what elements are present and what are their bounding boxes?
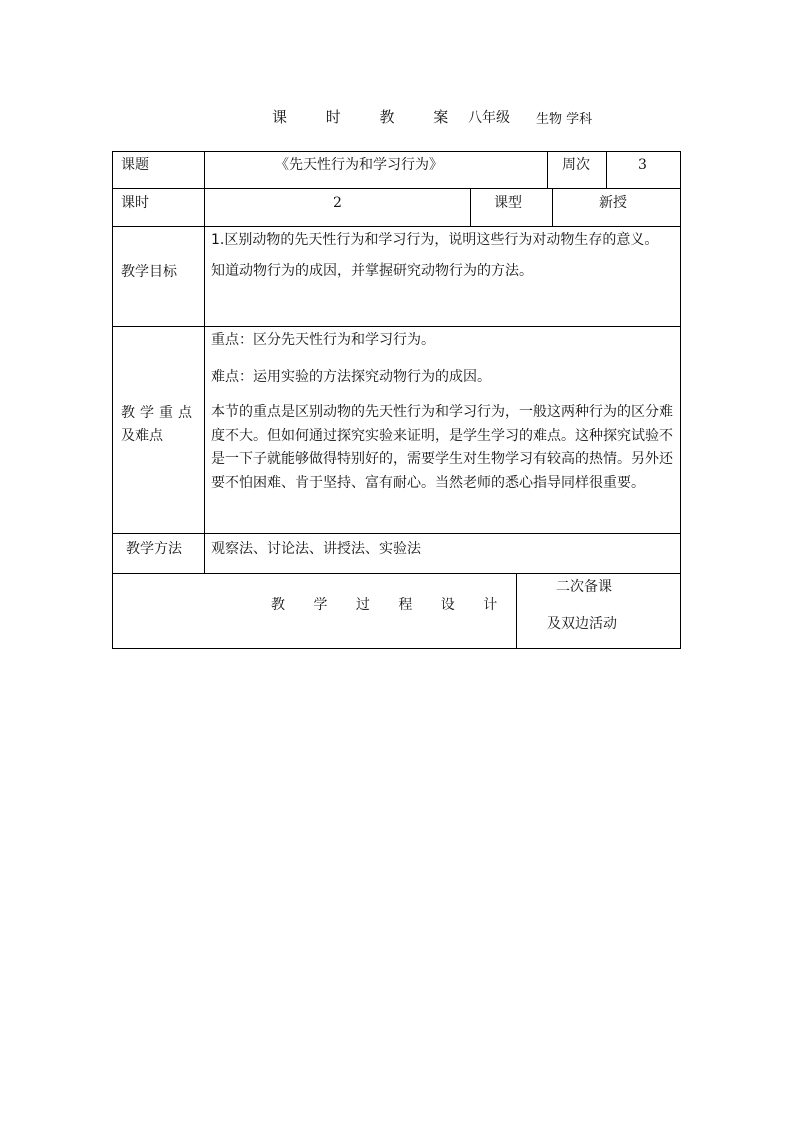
lesson-type-label: 课型 [494, 195, 522, 211]
key-points-label-line2: 及难点 [121, 428, 163, 444]
focus-line: 重点：区分先天性行为和学习行为。 [211, 332, 435, 348]
key-points-label [121, 402, 201, 448]
week-label: 周次 [562, 157, 590, 173]
row-divider [112, 533, 681, 534]
row-divider [112, 573, 681, 574]
grade-label: 八年级 [468, 110, 510, 126]
page-header [0, 106, 794, 128]
column-divider [516, 573, 517, 649]
row-divider [112, 226, 681, 227]
week-value: 3 [638, 157, 647, 173]
goal-line: 知道动物行为的成因，并掌握研究动物行为的方法。 [211, 263, 533, 279]
methods-value: 观察法、讨论法、讲授法、实验法 [211, 541, 421, 557]
page-title: 课 时 教 案 [272, 108, 466, 126]
row-divider [112, 326, 681, 327]
key-points-content [211, 329, 676, 495]
row-divider [112, 188, 681, 189]
secondary-prep-line1: 二次备课 [556, 579, 612, 595]
column-divider [547, 151, 548, 188]
methods-label: 教学方法 [126, 541, 182, 557]
goal-line: 1.区别动物的先天性行为和学习行为，说明这些行为对动物生存的意义。 [211, 232, 659, 248]
goals-label: 教学目标 [121, 264, 177, 280]
topic-label: 课题 [121, 157, 149, 173]
lesson-type-value: 新授 [599, 195, 627, 211]
difficulty-line: 难点：运用实验的方法探究动物行为的成因。 [211, 369, 491, 385]
goals-content [211, 229, 676, 283]
column-divider [204, 151, 205, 573]
secondary-prep-line2: 及双边活动 [547, 616, 617, 632]
key-points-note: 本节的重点是区别动物的先天性行为和学习行为，一般这两种行为的区分难度不大。但如何通过探究实验来证明，是学生学习的难点。这种探究试验不是一下子就能够做得特别好的，需要学生对生物学习有较高的热情。另外还要不怕困难、肯于坚持、富有耐心。当然老师的悉心指导同样很重要。 [211, 404, 673, 491]
key-points-label-line1: 教学重点 [121, 405, 197, 421]
period-label: 课时 [121, 195, 149, 211]
subject-label: 生物 学科 [536, 112, 593, 127]
column-divider [552, 188, 553, 226]
column-divider [606, 151, 607, 188]
topic-value: 《先天性行为和学习行为》 [275, 157, 443, 173]
period-value: 2 [333, 195, 342, 211]
process-design-label: 教 学 过 程 设 计 [271, 597, 510, 613]
column-divider [470, 188, 471, 226]
